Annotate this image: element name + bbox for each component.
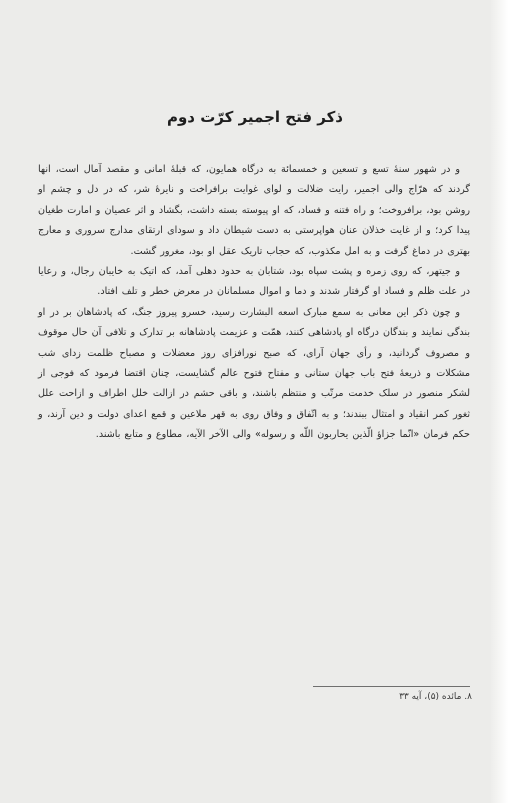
footnote: ۸. مائده (۵)، آیه ۳۳ — [399, 692, 472, 702]
chapter-heading: ذکر فتح اجمیر کرّت دوم — [166, 108, 343, 126]
page-edge — [490, 0, 508, 803]
body-text — [38, 160, 470, 446]
paragraph-1: و در شهور سنهٔ تسع و تسعین و خمسمائة به درگاه همایون، که قبلهٔ امانی و مقصد آمال است، انها گردند که هرّاج والی اجمیر، رایت ضلالت و لوای غوایت برافراخت و نایرهٔ شر، که در دل و چشم او روشن بود، برافروخت؛ و راه فتنه و فساد، که او پیوسته بسته داشت، بگشاد و اثر عصیان و امارت طغیان پیدا کرد؛ و از غایت خذلان عنان هواپرستی به دست شیطان داد و سودای ارتقای مدارج سروری و معارج بهتری در دماغ گرفت و به امل مکذوب، که حجاب تاریک عقل او بود، مغرور گشت. — [38, 164, 470, 257]
paragraph-3: و چون ذکر این معانی به سمع مبارک اسعه البشارت رسید، خسرو پیروز جنگ، که پادشاهان بر در او بندگی نمایند و بندگان درگاه او پادشاهی کنند، همّت و عزیمت پادشاهانه بر تدارک و تلافی آن حال موقوف و مصروف گردانید، و رأی جهان آرای، که صبح نورافزای روز معضلات و مصباح ظلمت زدای شب مشکلات و ذریعهٔ فتح باب جهان ستانی و مفتاح فتوح عالم گشایست، چنان اقتضا فرمود که فوجی از لشکر منصور در سلک خدمت مرتّب و منتظم باشند، و باقی حشم در ازالت خلل اطراف و ازاحت علل ثغور کمر انقیاد و امتثال ببندند؛ و به اتّفاق و وفاق روی به قهر ملاعین و قمع اعدای دولت و دین آرند، و حکم فرمان «انّما جزاؤ الّذین یحاربون اللّه و رسوله» والی الآخر الآیه، مطاوع و متابع باشند. — [38, 306, 470, 441]
footnote-divider — [313, 686, 470, 687]
paragraph-2: و جیتهر، که روی زمره و پشت سپاه بود، شتابان به حدود دهلی آمد، که اتیک به خایبان رجال، و رعایا در علت ظلم و فساد او گرفتار شدند و دما و اموال مسلمانان در معرض خطر و تلف افتاد. — [38, 266, 470, 298]
